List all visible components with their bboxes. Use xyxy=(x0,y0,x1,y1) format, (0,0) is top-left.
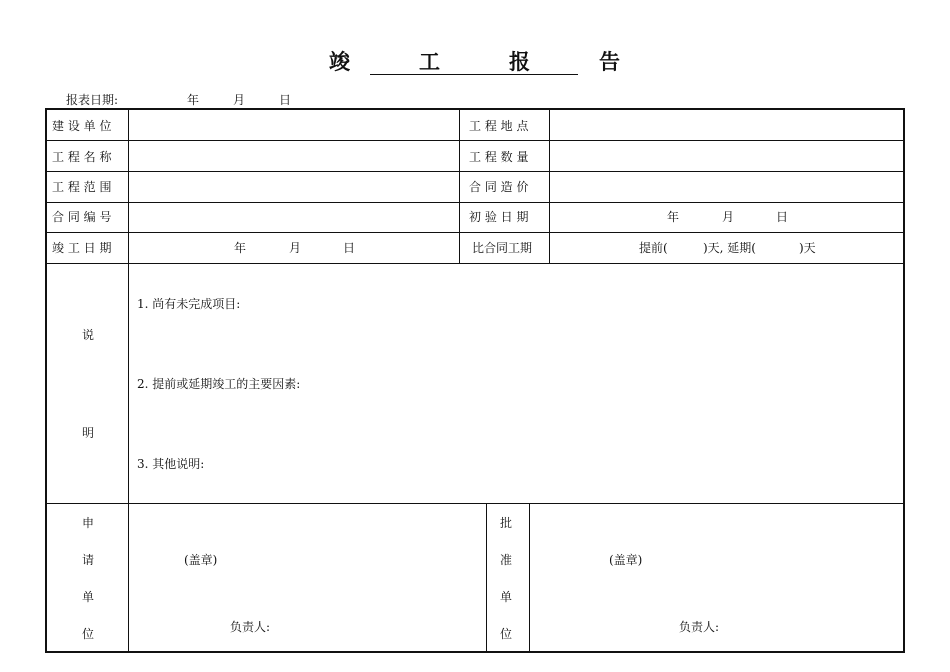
approver-label-char: 单 xyxy=(500,590,513,604)
applicant-label-char: 位 xyxy=(82,627,95,641)
label-contract-price: 合 同 造 价 xyxy=(469,180,529,194)
col-divider xyxy=(459,110,460,263)
col-divider xyxy=(549,110,550,263)
row-divider xyxy=(47,171,903,172)
applicant-seal: (盖章) xyxy=(184,553,218,567)
completion-report-form xyxy=(45,108,905,653)
completion-date-year: 年 xyxy=(234,241,247,255)
col-divider xyxy=(529,503,530,651)
approver-label-char: 准 xyxy=(500,553,513,567)
report-date-day: 日 xyxy=(279,93,292,107)
applicant-label-char: 请 xyxy=(82,553,95,567)
row-divider xyxy=(47,140,903,141)
label-project-location: 工 程 地 点 xyxy=(469,119,529,133)
approver-seal: (盖章) xyxy=(609,553,643,567)
approver-responsible: 负责人: xyxy=(679,620,720,634)
page-title xyxy=(0,46,950,76)
notes-item-2: 2. 提前或延期竣工的主要因素: xyxy=(137,377,301,391)
inspection-date-day: 日 xyxy=(776,210,789,224)
completion-date-day: 日 xyxy=(343,241,356,255)
label-column-divider xyxy=(128,110,129,651)
applicant-label-char: 单 xyxy=(82,590,95,604)
label-contract-number: 合 同 编 号 xyxy=(52,210,112,224)
inspection-date-month: 月 xyxy=(722,210,735,224)
inspection-date-year: 年 xyxy=(667,210,680,224)
completion-date-month: 月 xyxy=(289,241,302,255)
period-delay: )天, 延期( xyxy=(703,241,756,255)
report-date-label: 报表日期: xyxy=(66,93,119,107)
label-project-name: 工 程 名 称 xyxy=(52,150,112,164)
title-char-1: 竣 xyxy=(329,50,350,74)
approver-label-char: 位 xyxy=(500,627,513,641)
label-vs-contract-period: 比合同工期 xyxy=(472,241,533,255)
title-char-4: 告 xyxy=(599,50,620,74)
title-char-3: 报 xyxy=(509,50,530,74)
label-initial-inspection-date: 初 验 日 期 xyxy=(469,210,529,224)
period-days: )天 xyxy=(799,241,816,255)
report-date-year: 年 xyxy=(187,93,200,107)
row-divider xyxy=(47,232,903,233)
notes-label-bottom: 明 xyxy=(82,426,95,440)
title-char-2: 工 xyxy=(419,50,440,74)
report-date-month: 月 xyxy=(233,93,246,107)
notes-item-1: 1. 尚有未完成项目: xyxy=(137,297,241,311)
period-advance: 提前( xyxy=(639,241,668,255)
label-project-scope: 工 程 范 围 xyxy=(52,180,112,194)
notes-label-top: 说 xyxy=(82,328,95,342)
label-project-quantity: 工 程 数 量 xyxy=(469,150,529,164)
notes-item-3: 3. 其他说明: xyxy=(137,457,205,471)
row-divider xyxy=(47,202,903,203)
applicant-label-char: 申 xyxy=(82,516,95,530)
approver-label-char: 批 xyxy=(500,516,513,530)
title-underline xyxy=(370,74,578,75)
label-construction-unit: 建 设 单 位 xyxy=(52,119,112,133)
row-divider xyxy=(47,503,903,504)
col-divider xyxy=(486,503,487,651)
label-completion-date: 竣 工 日 期 xyxy=(52,241,112,255)
applicant-responsible: 负责人: xyxy=(230,620,271,634)
row-divider xyxy=(47,263,903,264)
